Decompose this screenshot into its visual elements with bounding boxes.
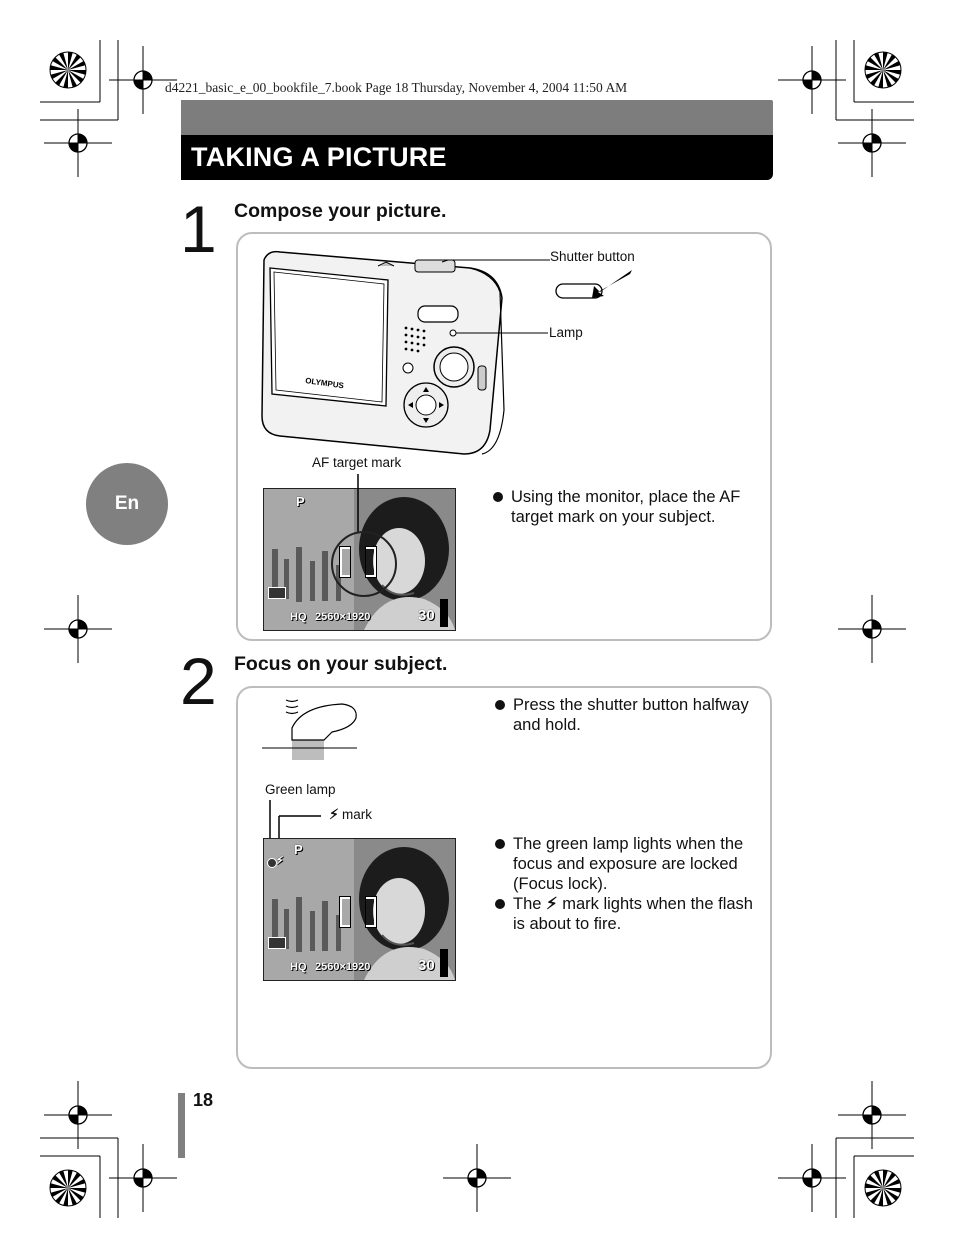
af-bracket-left-icon bbox=[340, 897, 350, 927]
bullet-item bbox=[495, 834, 757, 894]
flash-ready-icon: ⚡︎ bbox=[276, 855, 284, 867]
bullet-text: The green lamp lights when the focus and exposure are locked (Focus lock). bbox=[513, 835, 744, 893]
quality-indicator: HQ bbox=[290, 611, 307, 623]
resolution-indicator: 2560×1920 bbox=[315, 611, 371, 623]
shooting-mode-indicator: P bbox=[294, 842, 303, 857]
camera-illustration bbox=[250, 240, 670, 470]
flash-icon: ⚡︎ bbox=[329, 806, 339, 822]
file-info-header: d4221_basic_e_00_bookfile_7.book Page 18 Thursday, November 4, 2004 11:50 AM bbox=[165, 80, 628, 95]
step-title-1: Compose your picture. bbox=[234, 200, 447, 222]
shooting-mode-indicator: P bbox=[296, 494, 305, 509]
af-bracket-right-icon bbox=[366, 897, 376, 927]
flash-mark-label: mark bbox=[342, 807, 372, 822]
remaining-shots: 30 bbox=[418, 607, 435, 624]
shutter-button-label: Shutter button bbox=[550, 249, 635, 264]
lamp-label: Lamp bbox=[549, 325, 583, 340]
battery-icon bbox=[268, 587, 286, 599]
step1-bullets bbox=[493, 487, 755, 527]
page-number-bar bbox=[178, 1093, 185, 1158]
resolution-indicator: 2560×1920 bbox=[315, 961, 371, 973]
battery-icon bbox=[268, 937, 286, 949]
flash-icon: ⚡︎ bbox=[546, 895, 558, 913]
step-title-2: Focus on your subject. bbox=[234, 653, 448, 675]
green-lamp-label: Green lamp bbox=[265, 782, 336, 797]
remaining-shots: 30 bbox=[418, 957, 435, 974]
bullet-item: Using the monitor, place the AF target mark on your subject. bbox=[493, 487, 755, 527]
step2-bullets-bottom bbox=[495, 834, 757, 934]
title-bar-accent bbox=[181, 100, 773, 136]
camera-brand-label: OLYMPUS bbox=[304, 376, 345, 391]
af-target-highlight bbox=[320, 470, 400, 600]
memory-gauge-icon bbox=[440, 949, 448, 977]
step2-bullets-top bbox=[495, 695, 755, 735]
step-number-2: 2 bbox=[180, 644, 217, 718]
bullet-item: Press the shutter button halfway and hold. bbox=[495, 695, 755, 735]
bullet-item bbox=[495, 894, 757, 934]
page-number: 18 bbox=[193, 1090, 214, 1110]
bullet-text: mark lights when the flash is about to fire. bbox=[513, 895, 753, 933]
bullet-text: The bbox=[513, 895, 542, 913]
language-tab: En bbox=[86, 463, 168, 545]
step-number-1: 1 bbox=[180, 192, 217, 266]
monitor-preview-2 bbox=[263, 838, 456, 981]
memory-gauge-icon bbox=[440, 599, 448, 627]
page-title: TAKING A PICTURE bbox=[191, 142, 447, 172]
af-target-mark-label: AF target mark bbox=[312, 455, 402, 470]
quality-indicator: HQ bbox=[290, 961, 307, 973]
half-press-illustration bbox=[262, 694, 362, 764]
